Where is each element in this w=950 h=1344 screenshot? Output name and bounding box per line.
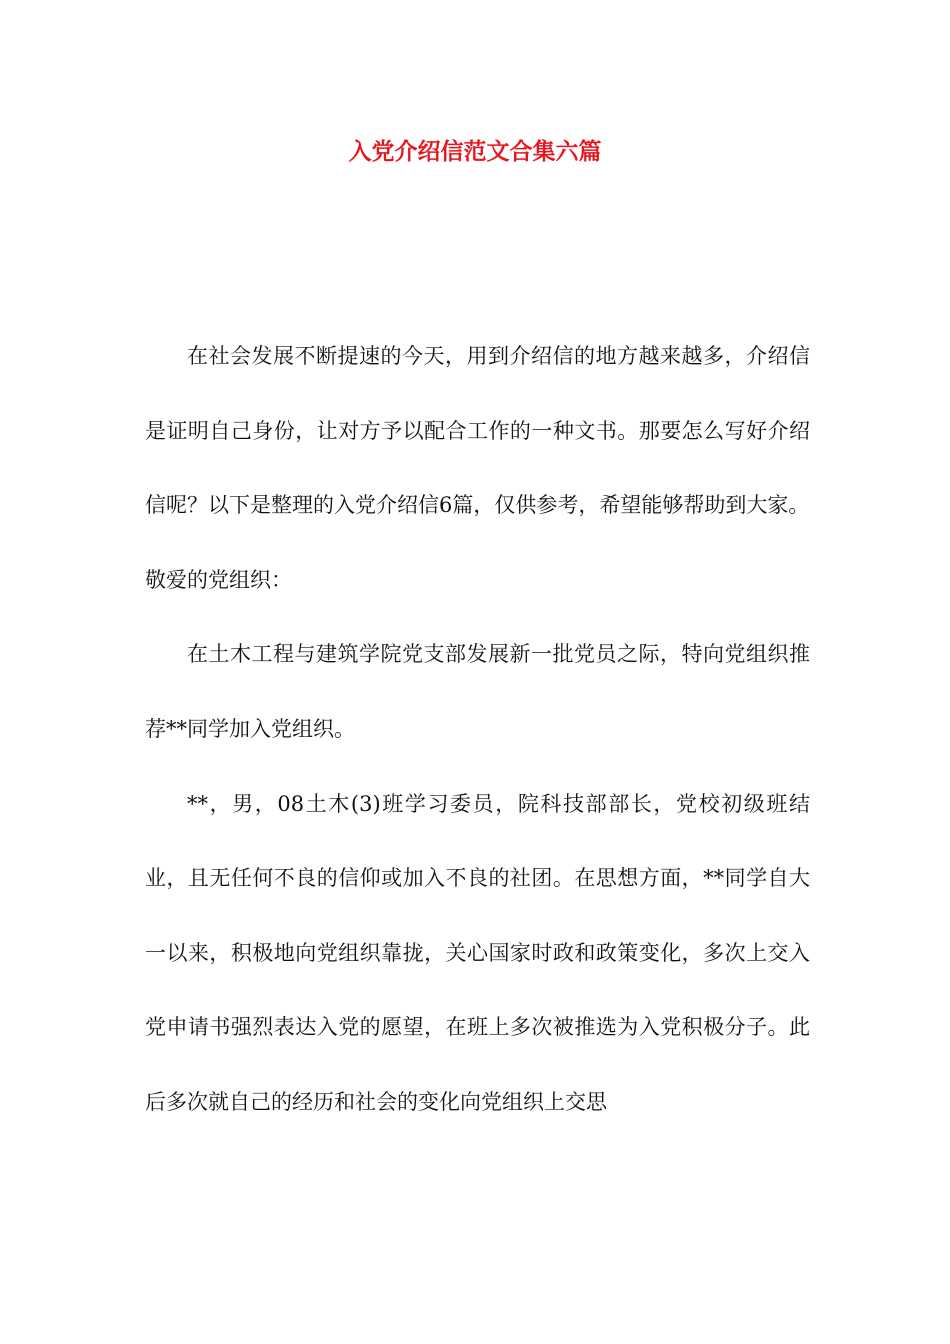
candidate-paragraph: **，男，08土木(3)班学习委员，院科技部部长，党校初级班结业，且无任何不良的信仰或加入不良的社团。在思想方面，**同学自大一以来，积极地向党组织靠拢，关心国家时政和政策变化，多次上交入党申请书强烈表达入党的愿望，在班上多次被推选为入党积极分子。此后多次就自己的经历和社会的变化向党组织上交思 xyxy=(145,791,810,1114)
document-body xyxy=(145,319,810,1140)
document-title: 入党介绍信范文合集六篇 xyxy=(348,138,602,165)
intro-paragraph: 在社会发展不断提速的今天，用到介绍信的地方越来越多，介绍信是证明自己身份，让对方予以配合工作的一种文书。那要怎么写好介绍信呢？以下是整理的入党介绍信6篇，仅供参考，希望能够帮助到大家。 xyxy=(145,344,810,518)
salutation: 敬爱的党组织： xyxy=(145,567,292,592)
recommendation-paragraph: 在土木工程与建筑学院党支部发展新一批党员之际，特向党组织推荐**同学加入党组织。 xyxy=(145,642,810,741)
